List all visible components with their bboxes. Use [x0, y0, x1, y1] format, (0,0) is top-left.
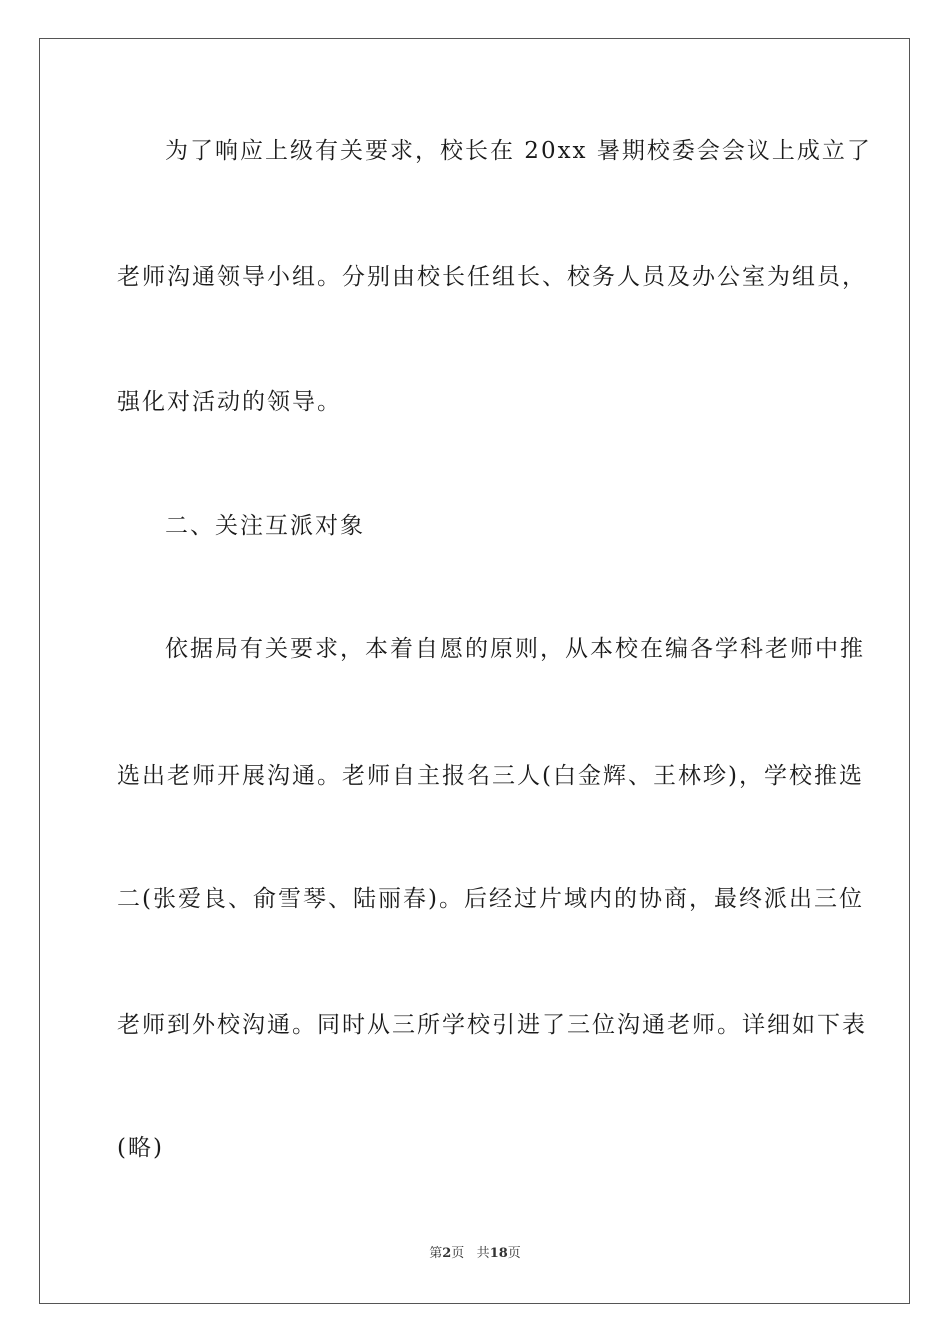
paragraph-line: 选出老师开展沟通。老师自主报名三人(白金辉、王林珍)，学校推选: [117, 763, 864, 789]
footer-page-number: 2: [442, 1246, 452, 1261]
paragraph-line: 为了响应上级有关要求，校长在 20xx 暑期校委会会议上成立了: [165, 138, 872, 164]
paragraph-line: 老师沟通领导小组。分别由校长任组长、校务人员及办公室为组员，: [117, 264, 867, 290]
footer-total-pages: 18: [489, 1246, 508, 1261]
footer-page-prefix: 第: [429, 1246, 443, 1261]
footer-total-suffix: 页: [507, 1246, 521, 1261]
paragraph-line: 老师到外校沟通。同时从三所学校引进了三位沟通老师。详细如下表: [117, 1012, 867, 1038]
paragraph-line: 强化对活动的领导。: [117, 389, 342, 415]
page-footer: [0, 1245, 950, 1263]
paragraph-line: (略): [117, 1135, 164, 1161]
footer-total-prefix: 共: [476, 1246, 490, 1261]
paragraph-line: 二(张爱良、俞雪琴、陆丽春)。后经过片域内的协商，最终派出三位: [117, 886, 864, 912]
page-border: [39, 38, 910, 1304]
section-heading: 二、关注互派对象: [165, 513, 365, 539]
paragraph-line: 依据局有关要求，本着自愿的原则，从本校在编各学科老师中推: [165, 636, 865, 662]
footer-page-suffix: 页: [451, 1246, 465, 1261]
